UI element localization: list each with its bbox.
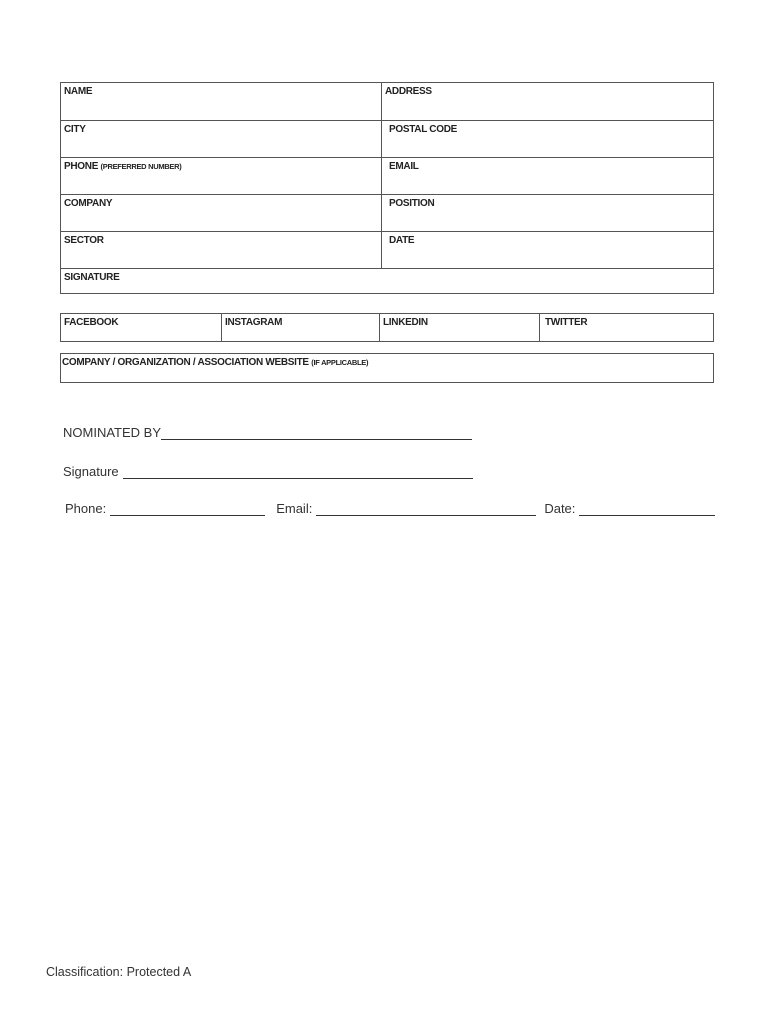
date-field[interactable] xyxy=(381,232,713,268)
nominator-signature-line xyxy=(63,464,473,479)
name-label: NAME xyxy=(64,86,93,97)
nominated-by-input[interactable] xyxy=(161,426,472,440)
signature-label: SIGNATURE xyxy=(64,272,120,283)
row-company-position xyxy=(61,194,713,231)
nominator-phone-input[interactable] xyxy=(110,502,265,516)
row-name-address xyxy=(61,83,713,120)
row-phone-email xyxy=(61,157,713,194)
nominator-signature-label: Signature xyxy=(63,464,119,479)
row-sector-date xyxy=(61,231,713,268)
postal-code-field[interactable] xyxy=(381,121,713,157)
facebook-field[interactable] xyxy=(61,314,221,341)
nominator-email-input[interactable] xyxy=(316,502,536,516)
website-grid xyxy=(60,353,714,383)
address-label: ADDRESS xyxy=(385,86,432,97)
social-media-grid xyxy=(60,313,714,342)
signature-field[interactable] xyxy=(61,269,713,294)
instagram-label: INSTAGRAM xyxy=(225,317,283,328)
email-field[interactable] xyxy=(381,158,713,194)
website-field[interactable] xyxy=(61,354,713,382)
position-field[interactable] xyxy=(381,195,713,231)
row-social xyxy=(61,314,713,341)
row-website xyxy=(61,354,713,382)
row-signature xyxy=(61,268,713,294)
nominator-phone-label: Phone: xyxy=(65,501,107,516)
phone-label: PHONE xyxy=(64,161,99,172)
twitter-label: TWITTER xyxy=(545,317,588,328)
sector-field[interactable] xyxy=(61,232,381,268)
address-field[interactable] xyxy=(381,83,713,120)
website-note: (IF APPLICABLE) xyxy=(311,358,369,367)
instagram-field[interactable] xyxy=(221,314,379,341)
linkedin-label: LINKEDIN xyxy=(383,317,428,328)
date-label: DATE xyxy=(389,235,415,246)
nominator-contact-line xyxy=(65,501,715,516)
contact-info-grid xyxy=(60,82,714,294)
email-label: EMAIL xyxy=(389,161,419,172)
nominator-date-label: Date: xyxy=(544,501,576,516)
linkedin-field[interactable] xyxy=(379,314,539,341)
nominated-by-line xyxy=(63,425,472,440)
name-field[interactable] xyxy=(61,83,381,120)
website-label: COMPANY / ORGANIZATION / ASSOCIATION WEBSITE xyxy=(62,357,309,368)
nominator-signature-input[interactable] xyxy=(123,465,473,479)
phone-field[interactable] xyxy=(61,158,381,194)
nominator-date-input[interactable] xyxy=(579,502,715,516)
position-label: POSITION xyxy=(389,198,435,209)
row-city-postal xyxy=(61,120,713,157)
sector-label: SECTOR xyxy=(64,235,104,246)
city-field[interactable] xyxy=(61,121,381,157)
nominated-by-label: NOMINATED BY xyxy=(63,425,161,440)
company-field[interactable] xyxy=(61,195,381,231)
company-label: COMPANY xyxy=(64,198,113,209)
facebook-label: FACEBOOK xyxy=(64,317,119,328)
phone-note: (PREFERRED NUMBER) xyxy=(100,162,182,171)
twitter-field[interactable] xyxy=(539,314,713,341)
classification-footer: Classification: Protected A xyxy=(46,965,192,979)
city-label: CITY xyxy=(64,124,86,135)
postal-code-label: POSTAL CODE xyxy=(389,124,458,135)
nominator-email-label: Email: xyxy=(276,501,313,516)
